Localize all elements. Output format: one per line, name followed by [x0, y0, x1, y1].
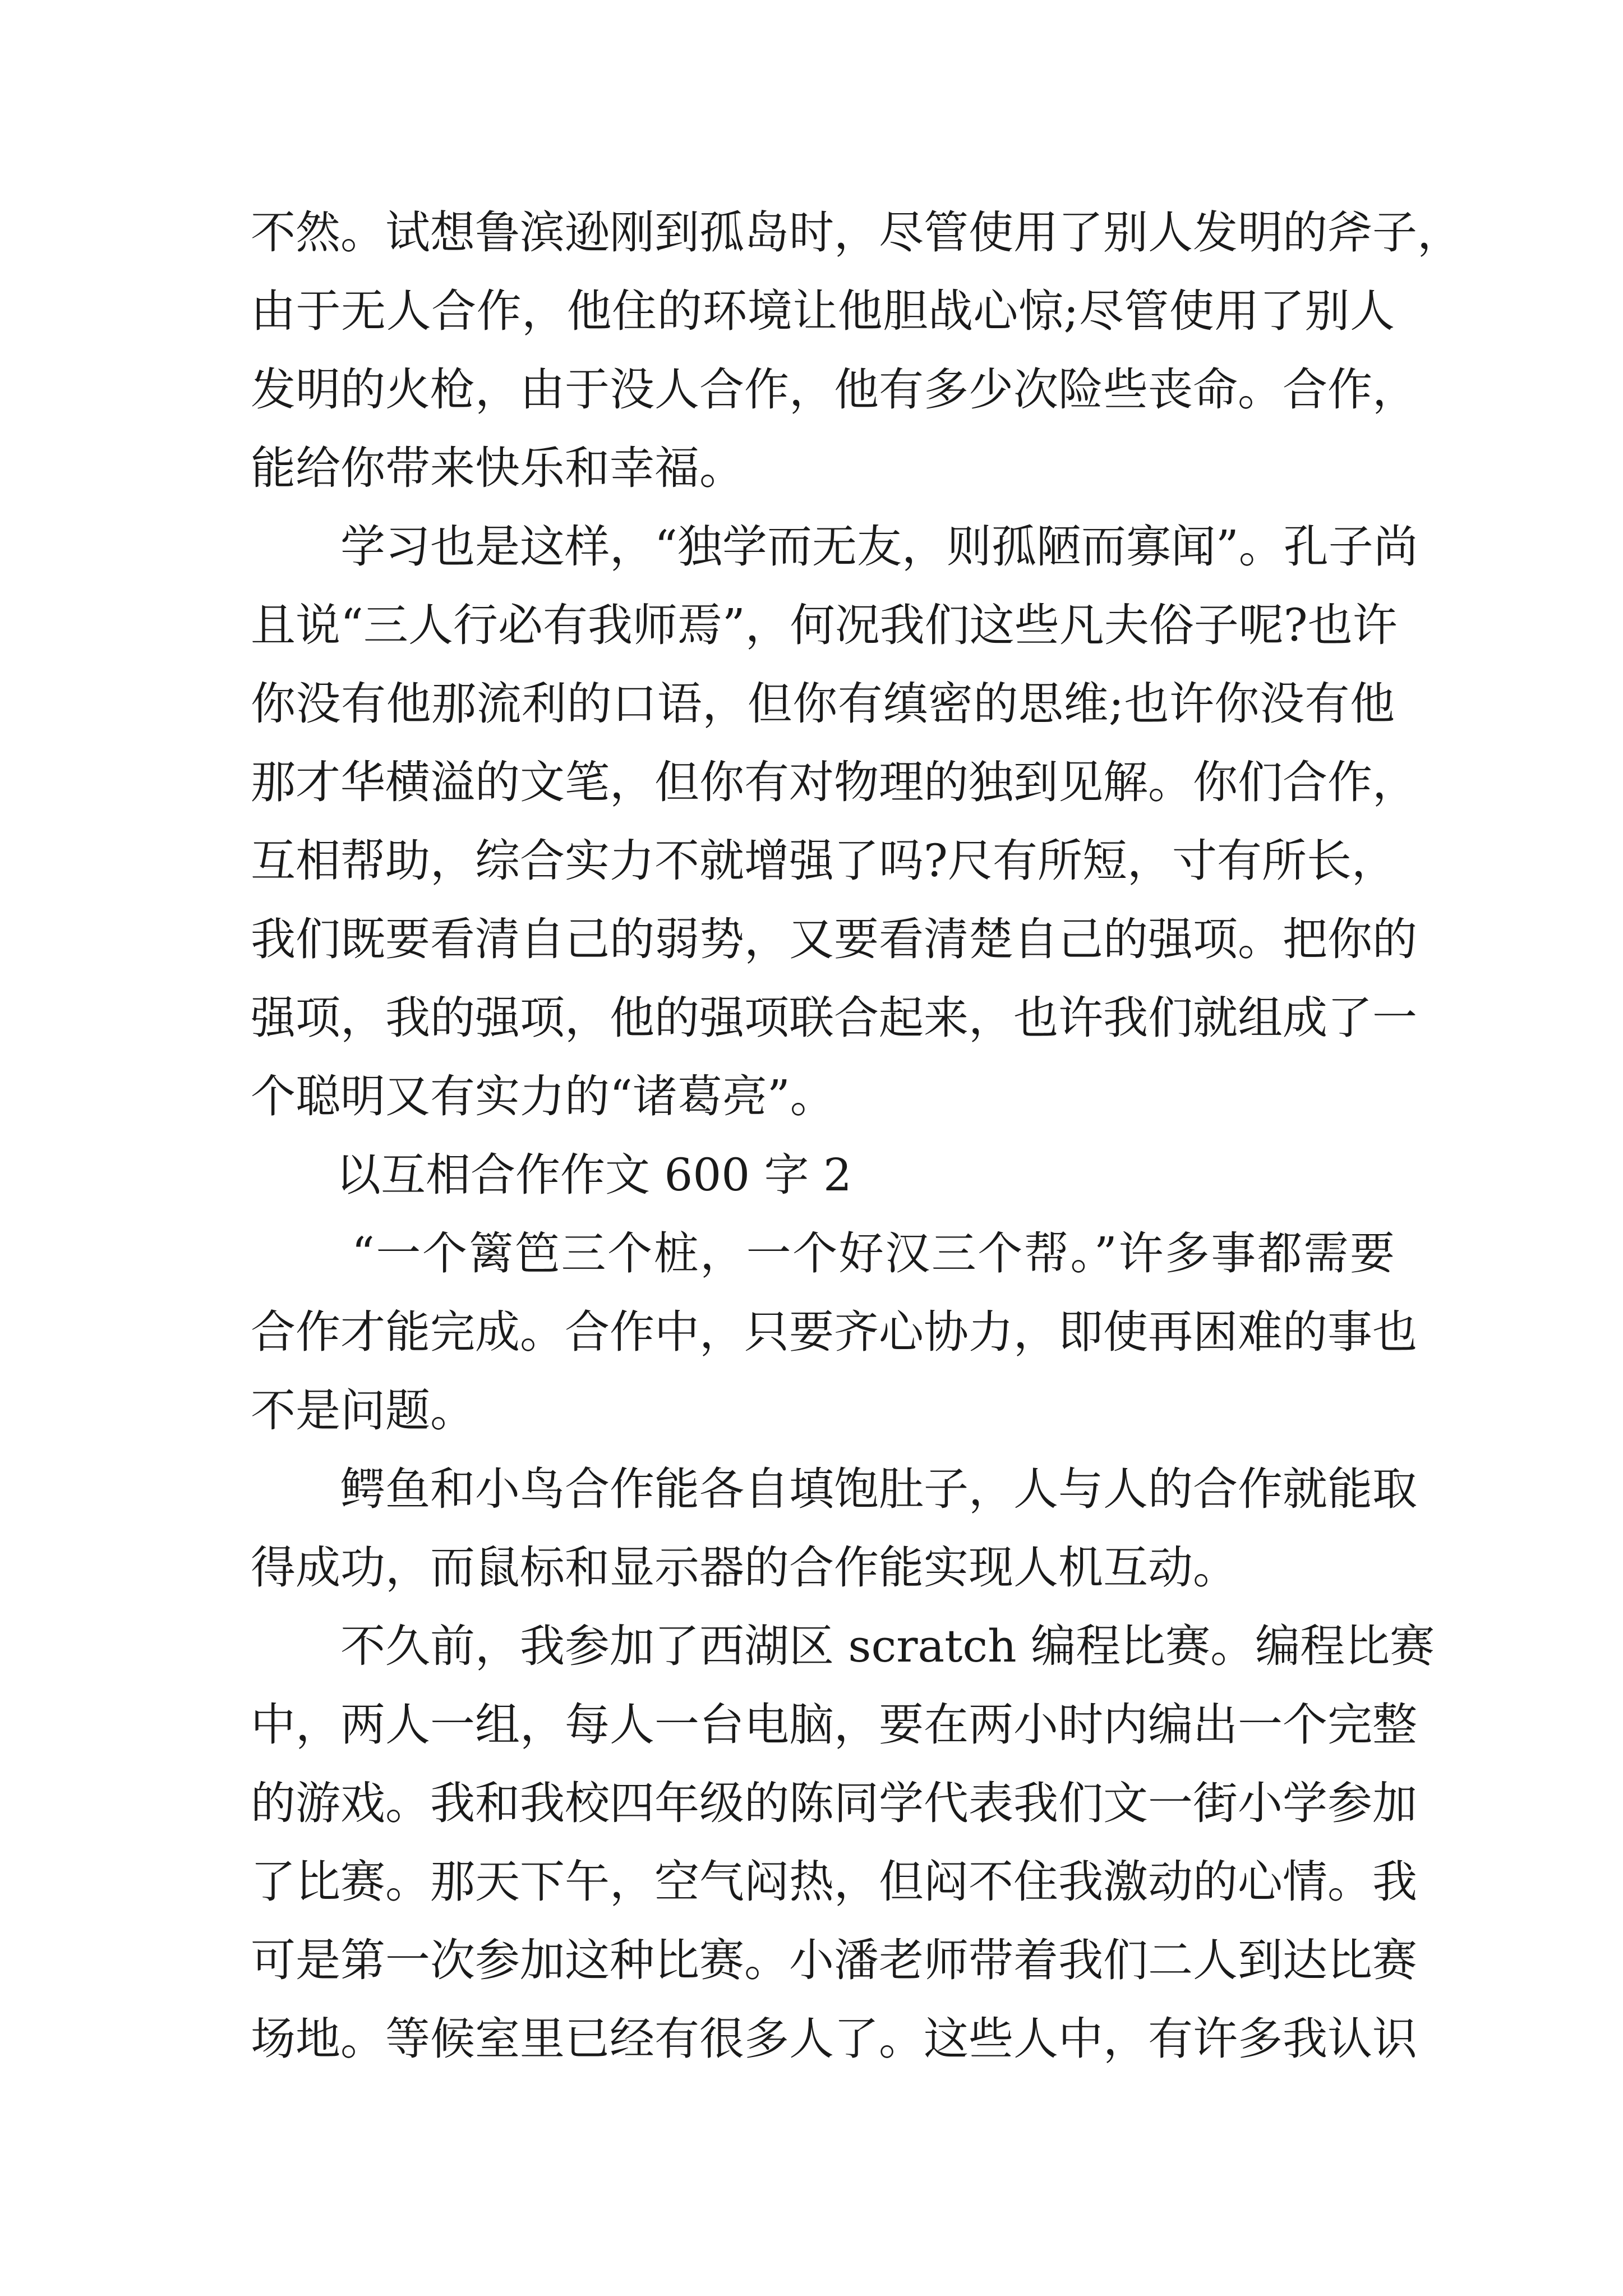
- text-line: 不然。试想鲁滨逊刚到孤岛时，尽管使用了别人发明的斧子，: [251, 206, 1462, 259]
- heading-line: 以互相合作作文 600 字 2: [336, 1149, 852, 1201]
- document-body: [251, 194, 1462, 2078]
- text-line: 不久前，我参加了西湖区 scratch 编程比赛。编程比赛: [340, 1620, 1435, 1672]
- text-line: 中，两人一组，每人一台电脑，要在两小时内编出一个完整: [251, 1699, 1417, 1751]
- text-line: 鳄鱼和小鸟合作能各自填饱肚子，人与人的合作就能取: [340, 1463, 1417, 1515]
- paragraph-proverb: [251, 1214, 1417, 1450]
- text-line: 强项，我的强项，他的强项联合起来，也许我们就组成了一: [251, 992, 1417, 1044]
- text-line: “一个篱笆三个桩，一个好汉三个帮。”许多事都需要: [352, 1227, 1395, 1280]
- text-line: 合作才能完成。合作中，只要齐心协力，即使再困难的事也: [251, 1306, 1417, 1358]
- paragraph-crocodile: [251, 1450, 1417, 1607]
- text-line: 的游戏。我和我校四年级的陈同学代表我们文一街小学参加: [251, 1777, 1417, 1829]
- paragraph-robinson: [251, 194, 1462, 508]
- section-heading: [251, 1136, 1395, 1214]
- paragraph-scratch-contest: [251, 1607, 1435, 2078]
- text-line: 不是问题。: [251, 1384, 475, 1437]
- text-line: 了比赛。那天下午，空气闷热，但闷不住我激动的心情。我: [251, 1856, 1417, 1908]
- paragraph-learning: [251, 508, 1418, 1136]
- text-line: 得成功，而鼠标和显示器的合作能实现人机互动。: [251, 1542, 1238, 1594]
- text-line: 那才华横溢的文笔，但你有对物理的独到见解。你们合作，: [251, 756, 1417, 808]
- text-line: 能给你带来快乐和幸福。: [251, 442, 744, 494]
- text-line: 你没有他那流利的口语，但你有缜密的思维;也许你没有他: [251, 678, 1395, 730]
- text-line: 可是第一次参加这种比赛。小潘老师带着我们二人到达比赛: [251, 1934, 1417, 1986]
- text-line: 场地。等候室里已经有很多人了。这些人中，有许多我认识: [251, 2013, 1417, 2065]
- text-line: 由于无人合作，他住的环境让他胆战心惊;尽管使用了别人: [251, 285, 1395, 337]
- text-line: 个聪明又有实力的“诸葛亮”。: [251, 1070, 835, 1122]
- text-line: 学习也是这样，“独学而无友，则孤陋而寡闻”。孔子尚: [340, 521, 1418, 573]
- text-line: 且说“三人行必有我师焉”，何况我们这些凡夫俗子呢?也许: [251, 599, 1398, 651]
- text-line: 发明的火枪，由于没人合作，他有多少次险些丧命。合作，: [251, 364, 1417, 416]
- text-line: 互相帮助，综合实力不就增强了吗?尺有所短，寸有所长，: [251, 835, 1396, 887]
- text-line: 我们既要看清自己的弱势，又要看清楚自己的强项。把你的: [251, 913, 1417, 965]
